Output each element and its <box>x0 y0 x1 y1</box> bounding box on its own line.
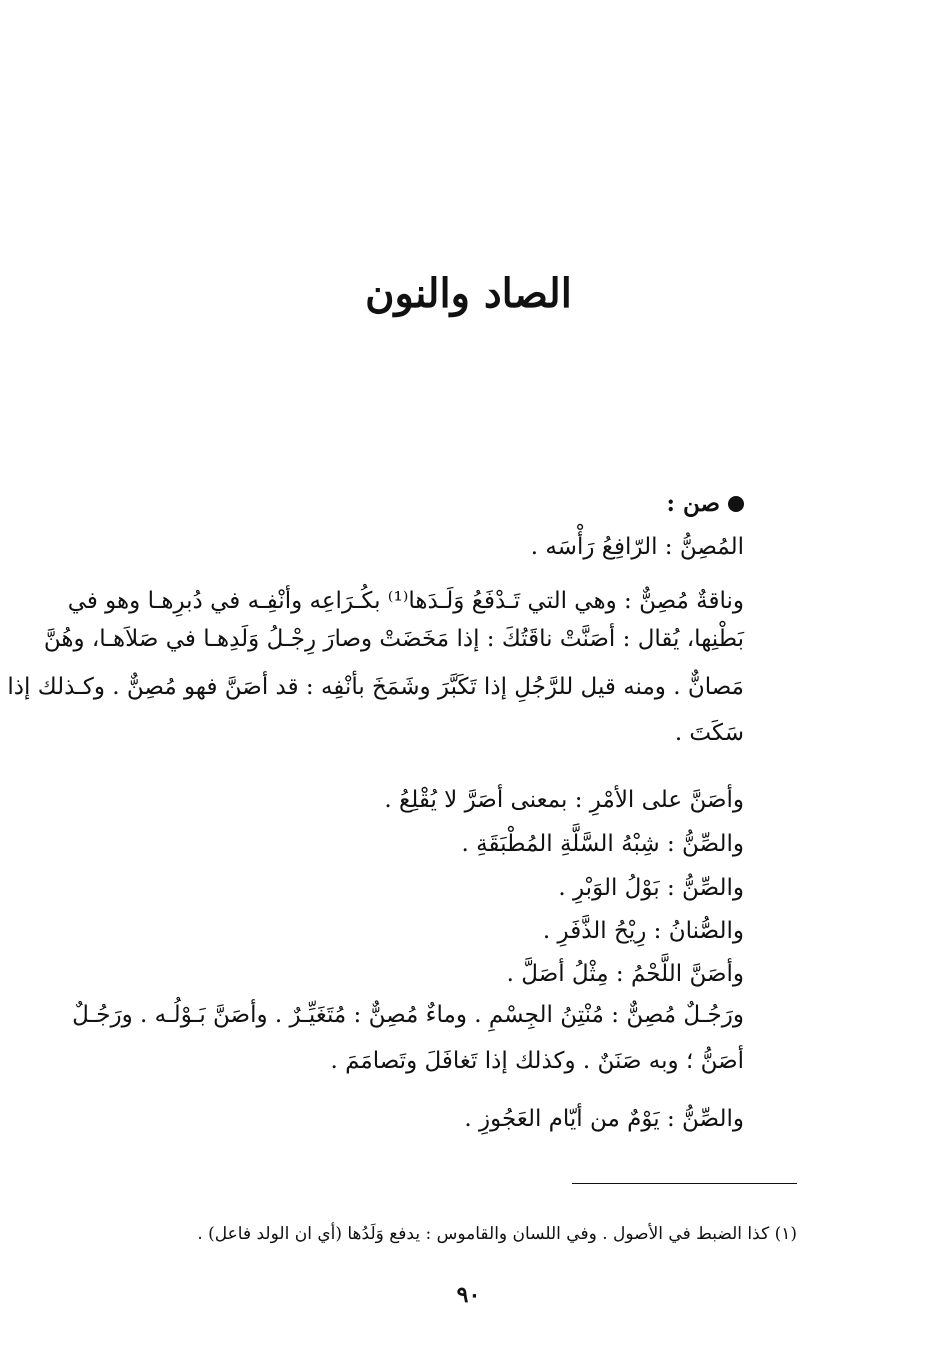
root-entry-heading <box>666 489 744 519</box>
entry-line: وأصَنَّ اللَّحْمُ : مِثْلُ أصَلَّ . <box>506 961 744 987</box>
entry-line: مَصانٌّ . ومنه قيل للرَّجُلِ إذا تَكَبَّرَ وشَمَخَ بأنْفِه : قد أصَنَّ فهو مُصِنٌّ . وكـذلك إذا <box>7 674 744 700</box>
entry-line: بَطْنِها، يُقال : أصَنَّتْ ناقَتُكَ : إذا مَخَضَتْ وصارَ رِجْـلُ وَلَدِهـا في صَلاَهـا، وهُنَّ <box>43 626 744 652</box>
footnote-divider <box>572 1183 797 1184</box>
entry-line: سَكَتَ . <box>674 720 744 746</box>
chapter-title: الصاد والنون <box>365 270 572 317</box>
entry-line: وناقةٌ مُصِنٌّ : وهي التي تَـدْفَعُ وَلَـدَها⁽¹⁾ بكُـرَاعِه وأنْفِـه في دُبرِهـا وهو في <box>67 588 744 614</box>
page-number: ٩٠ <box>456 1282 481 1308</box>
footnote: (١) كذا الضبط في الأصول . وفي اللسان والقاموس : يدفع وَلَدُها (أي ان الولد فاعل) . <box>197 1224 797 1244</box>
entry-line: المُصِنُّ : الرّافِعُ رَأْسَه . <box>530 534 744 560</box>
root-heading-text: صن : <box>666 490 720 517</box>
entry-line: أصَنُّ ؛ وبه صَنَنٌ . وكذلك إذا تَغافَلَ وتَصامَمَ . <box>330 1048 744 1074</box>
entry-line: والصِّنُّ : يَوْمٌ من أيّام العَجُوزِ . <box>464 1106 744 1132</box>
entry-line: وأصَنَّ على الأمْرِ : بمعنى أصَرَّ لا يُقْلِعُ . <box>384 787 744 813</box>
bullet-icon <box>728 496 744 512</box>
entry-line: ورَجُـلٌ مُصِنٌّ : مُنْتِنُ الجِسْمِ . وماءٌ مُصِنٌّ : مُتَغَيِّـرٌ . وأصَنَّ بَـوْلُـه . ورَجُـلٌ <box>72 1002 744 1028</box>
entry-line: والصُّنانُ : رِيْحُ الذَّفَرِ . <box>542 918 744 944</box>
entry-line: والصِّنُّ : شِبْهُ السَّلَّةِ المُطْبَقَةِ . <box>461 831 744 857</box>
entry-line: والصِّنُّ : بَوْلُ الوَبْرِ . <box>558 875 744 901</box>
